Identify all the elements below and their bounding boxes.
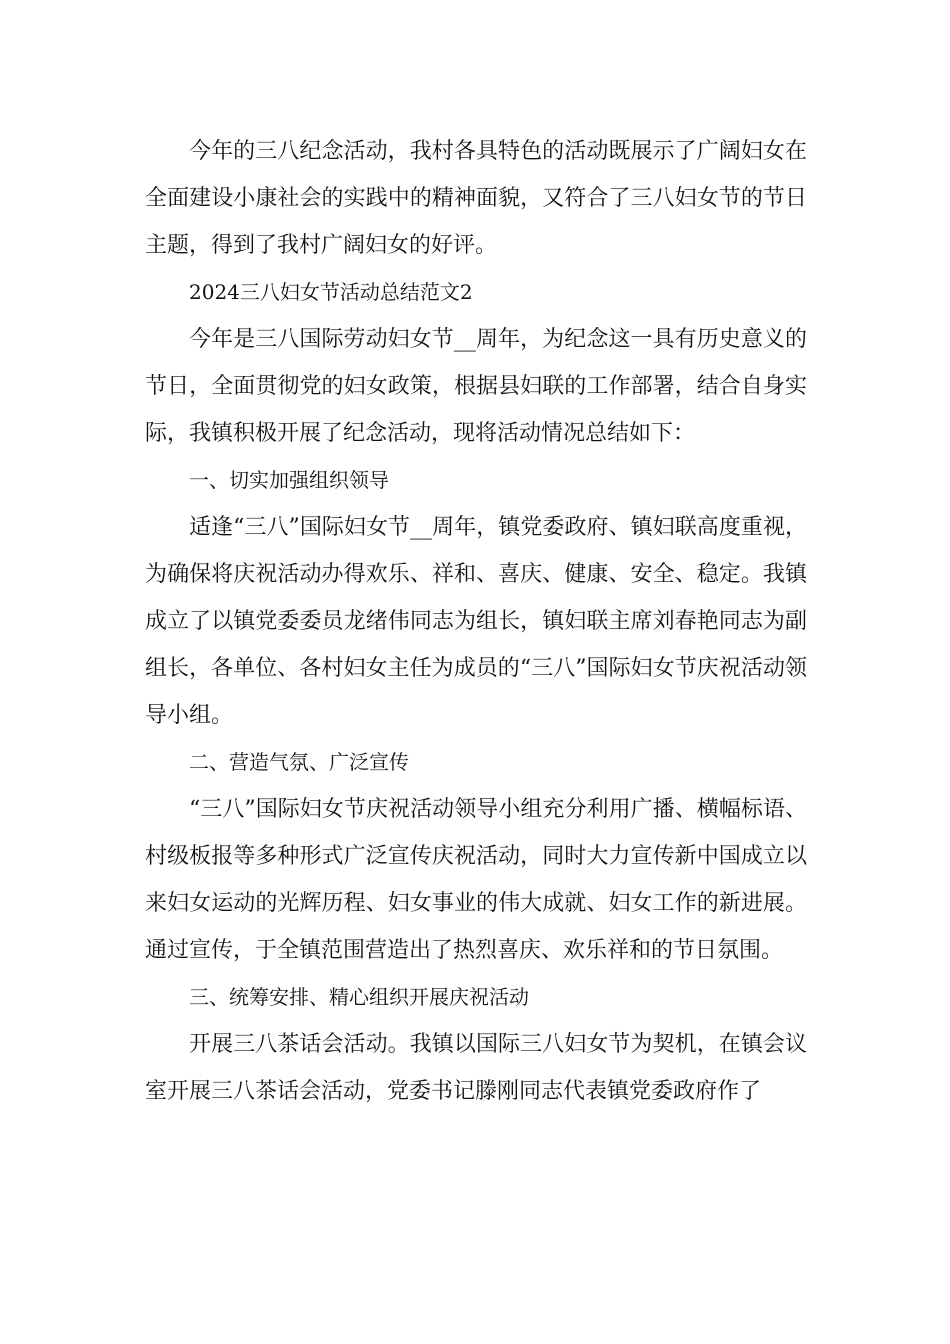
- section-heading-3: 三、统筹安排、精心组织开展庆祝活动: [189, 985, 529, 1009]
- section-heading-1: 一、切实加强组织领导: [189, 468, 389, 492]
- paragraph-3: 适逢“三八”国际妇女节__周年，镇党委政府、镇妇联高度重视，为确保将庆祝活动办得欢乐、祥和、喜庆、健康、安全、稳定。我镇成立了以镇党委委员龙绪伟同志为组长，镇妇联主席刘春艳同志为副组长，各单位、各村妇女主任为成员的“三八”国际妇女节庆祝活动领导小组。: [145, 515, 807, 728]
- section-title-article-2: 2024三八妇女节活动总结范文2: [189, 280, 473, 304]
- paragraph-5: 开展三八茶话会活动。我镇以国际三八妇女节为契机，在镇会议室开展三八茶话会活动，党委书记滕刚同志代表镇党委政府作了: [145, 1032, 807, 1104]
- paragraph-4: “三八”国际妇女节庆祝活动领导小组充分利用广播、横幅标语、村级板报等多种形式广泛宣传庆祝活动，同时大力宣传新中国成立以来妇女运动的光辉历程、妇女事业的伟大成就、妇女工作的新进展。通过宣传，于全镇范围营造出了热烈喜庆、欢乐祥和的节日氛围。: [145, 797, 807, 963]
- document-body: [145, 128, 807, 1115]
- section-heading-2: 二、营造气氛、广泛宣传: [189, 750, 409, 774]
- paragraph-1: 今年的三八纪念活动，我村各具特色的活动既展示了广阔妇女在全面建设小康社会的实践中的精神面貌，又符合了三八妇女节的节日主题，得到了我村广阔妇女的好评。: [145, 139, 807, 258]
- paragraph-2: 今年是三八国际劳动妇女节__周年，为纪念这一具有历史意义的节日，全面贯彻党的妇女政策，根据县妇联的工作部署，结合自身实际，我镇积极开展了纪念活动，现将活动情况总结如下：: [145, 327, 807, 446]
